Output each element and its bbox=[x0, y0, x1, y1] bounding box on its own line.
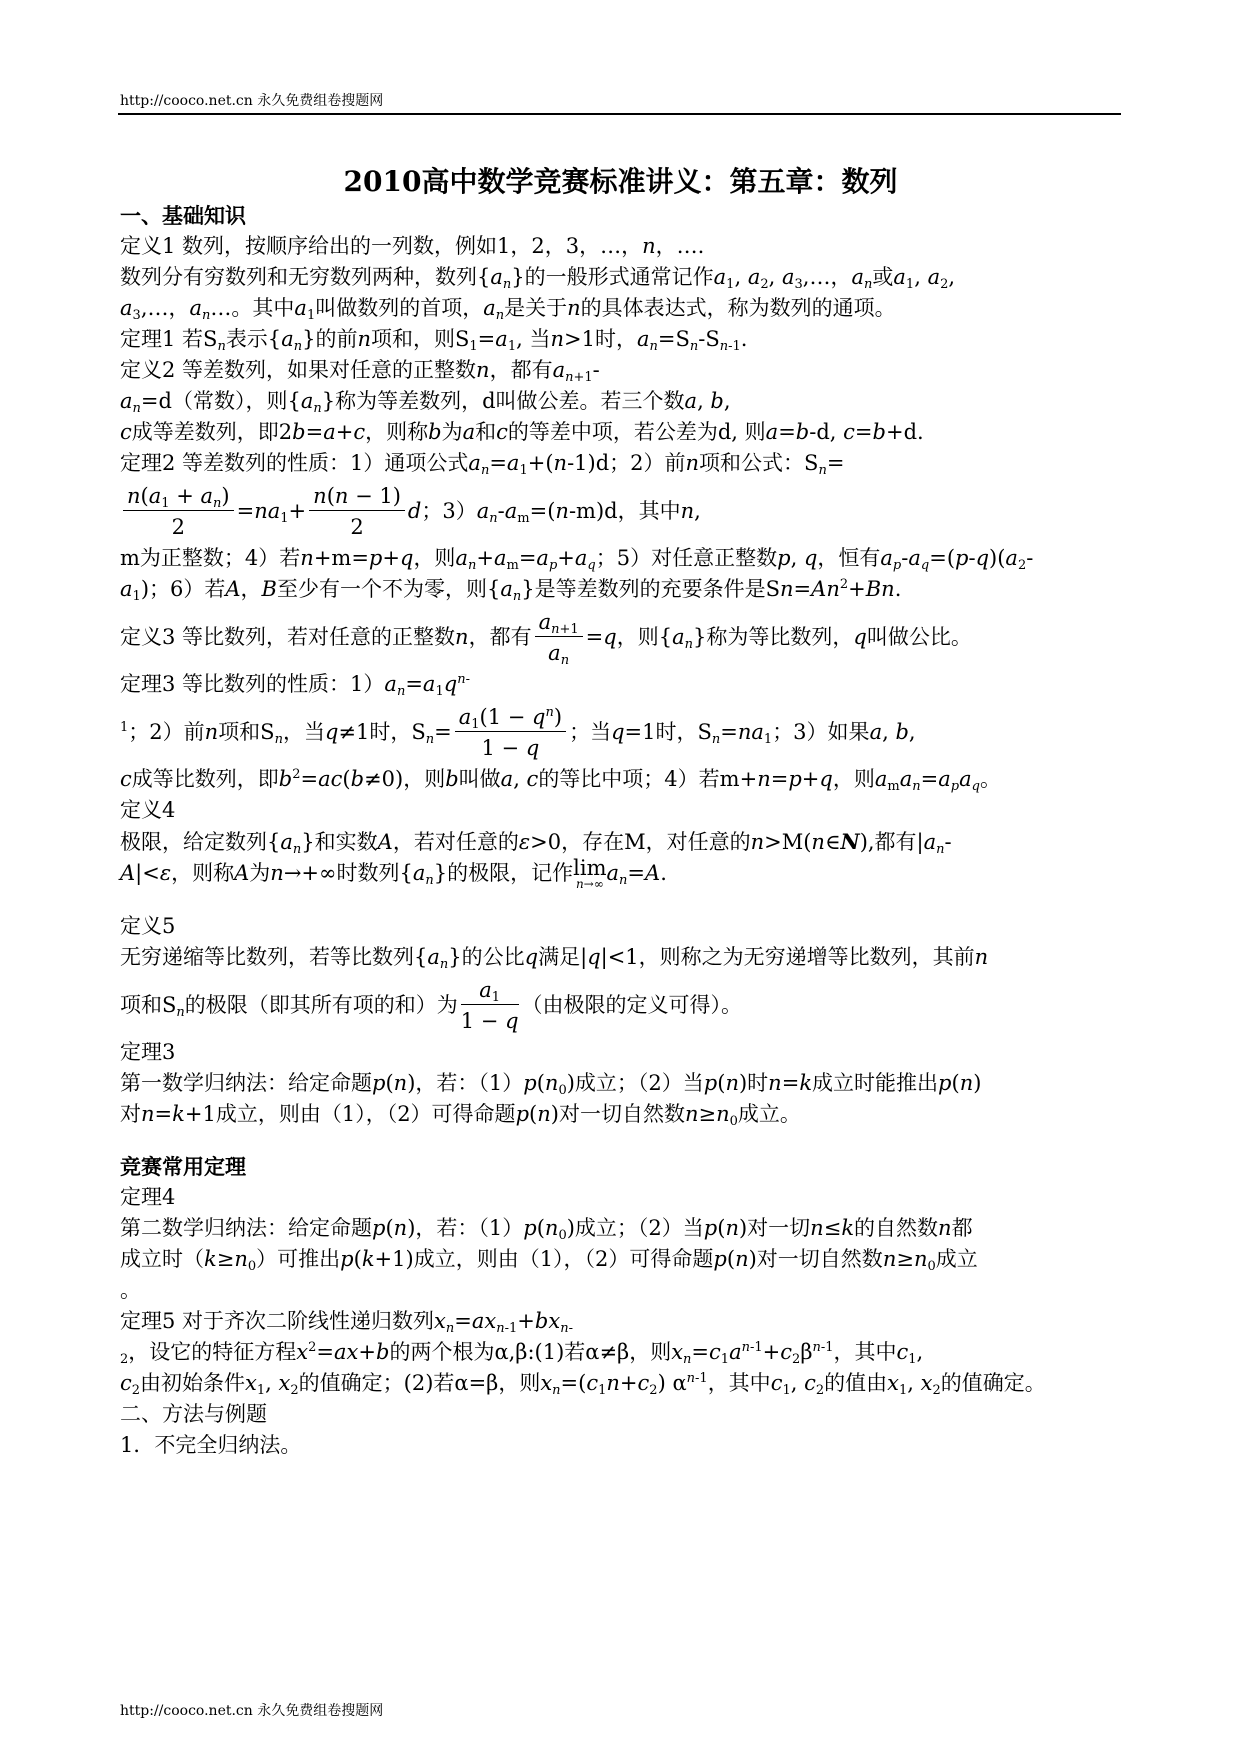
induction-2-end: 。 bbox=[120, 1278, 141, 1302]
theorem-3b-label: 定理3 bbox=[120, 1040, 176, 1064]
theorem-2-formula: $\frac{n(a_1 + a_n)}{2}$ $=na_1+$ $\frac{n(n - 1)}{2}$ d；$3)a_n-a_m=(n-m)d$，其中n, bbox=[120, 479, 1120, 543]
definition-2-text: $a_n=d$（常数），则$\{a_n\}$称为等差数列，d叫做公差。若三个数a, b, bbox=[120, 389, 731, 416]
theorem-5-text: $_2$，设它的特征方程$x^2=ax+b$的两个根为α,β:(1)若α≠β，则$x_n=c_1a^{n-1}+c_2\beta^{n-1}$，其中$c_1$, bbox=[120, 1340, 924, 1367]
sum-fraction-1: $\frac{n(a_1 + a_n)}{2}$ bbox=[123, 484, 234, 541]
method-1: 1．不完全归纳法。 bbox=[120, 1433, 302, 1457]
infinite-sum-fraction: $\frac{a_1}{1 - q}$ bbox=[460, 978, 519, 1033]
limit-notation: lim n→∞ bbox=[573, 856, 607, 891]
definition-2-text-cont: c成等差数列，即2b=a+c，则称b为a和c的等差中项，若公差为d, 则a=b-d, c=b+d. bbox=[120, 420, 924, 444]
definition-4-text: 极限，给定数列$\{a_n\}$和实数A，若对任意的ε>0，存在M，对任意的n>M(n∈N),都有$|a_n-$ bbox=[120, 829, 952, 857]
definition-4-text-cont: A|<ε，则称A为n→+∞时数列$\{a_n\}$的极限，记作lim n→∞ $a_n=A$. bbox=[120, 856, 667, 891]
theorem-2-text-cont: $a_1$)；6）若A，B至少有一个不为零，则$\{a_n\}$是等差数列的充要条件是$Sn=An^2+Bn$. bbox=[120, 577, 902, 604]
induction-1-cont: 对n=k+1成立，则由（1），（2）可得命题p(n)对一切自然数$n\ge n_0$成立。 bbox=[120, 1102, 801, 1129]
definition-3: 定义3 等比数列，若对任意的正整数n，都有 $\frac{a_{n+1}}{a_n}$ =q，则$\{a_n\}$称为等比数列，q叫做公比。 bbox=[120, 610, 972, 668]
section-heading-basic: 一、基础知识 bbox=[120, 203, 246, 228]
definition-4-label: 定义4 bbox=[120, 798, 176, 822]
definition-1: 定义1 数列，按顺序给出的一列数，例如1，2，3，…，n，…. bbox=[120, 234, 705, 258]
definition-5-text: 无穷递缩等比数列，若等比数列$\{a_n\}$的公比q满足|q|<1，则称之为无穷递增等比数列，其前n bbox=[120, 945, 989, 972]
section-heading-methods: 二、方法与例题 bbox=[120, 1402, 267, 1426]
page-title: 2010高中数学竞赛标准讲义：第五章：数列 bbox=[343, 165, 898, 198]
theorem-1: 定理1 若$S_n$表示$\{a_n\}$的前n项和，则$S_1=a_1$, 当n>1时，$a_n=S_n-S_{n-1}$. bbox=[120, 327, 748, 354]
geometric-sum-fraction: $\frac{a_1(1 - q^n)}{1 - q}$ bbox=[455, 705, 566, 762]
theorem-3-formula: $^1$；2）前n项和$S_n$，当q≠1时，$S_n=$ $\frac{a_1(1 - q^n)}{1 - q}$ ；当q=1时，$S_n=na_1$；3）如果a, b, bbox=[120, 705, 916, 760]
document-body bbox=[120, 200, 1120, 1461]
theorem-2: 定理2 等差数列的性质：1）通项公式$a_n=a_1+(n-1)d$；2）前n项和公式：$S_n=$ bbox=[120, 451, 845, 478]
theorem-3: 定理3 等比数列的性质：$1)a_n=a_1q^{n-}$ bbox=[120, 672, 470, 699]
theorem-2-text: m为正整数；4）若n+m=p+q，则$a_n+a_m=a_p+a_q$；5）对任意正整数p, q，恒有$a_p-a_q=(p-q)(a_2-$ bbox=[120, 546, 1034, 573]
header-rule bbox=[118, 113, 1121, 115]
theorem-5-text-cont: $c_2$由初始条件$x_1$, $x_2$的值确定；(2)若α=β，则$x_n=(c_1n+c_2)$ $\alpha^{n-1}$，其中$c_1$, $c_2$的值由$x_1$, $x_2$的值确定。 bbox=[120, 1371, 1046, 1398]
sum-fraction-2: $\frac{n(n - 1)}{2}$ bbox=[309, 484, 405, 541]
definition-1-text-cont: $a_3,\dots$，$a_n\dots$。其中$a_1$叫做数列的首项，$a_n$是关于n的具体表达式，称为数列的通项。 bbox=[120, 296, 896, 323]
section-heading-contest: 竞赛常用定理 bbox=[120, 1154, 246, 1179]
ratio-fraction: $\frac{a_{n+1}}{a_n}$ bbox=[535, 610, 583, 667]
theorem-3-text: c成等比数列，即$b^2=ac(b\ne 0)$，则b叫做a, c的等比中项；4）若m+n=p+q，则$a_ma_n=a_pa_q$。 bbox=[120, 767, 1001, 794]
induction-2: 第二数学归纳法：给定命题p(n)，若：$(1)p(n_0)$成立；（2）当p(n)对一切n≤k的自然数n都 bbox=[120, 1216, 973, 1243]
definition-5-text-cont: 项和$S_n$的极限（即其所有项的和）为 $\frac{a_1}{1 - q}$ （由极限的定义可得）。 bbox=[120, 978, 743, 1033]
definition-5-label: 定义5 bbox=[120, 914, 176, 938]
definition-2: 定义2 等差数列，如果对任意的正整数n，都有$a_{n+1}-$ bbox=[120, 358, 600, 385]
induction-1: 第一数学归纳法：给定命题p(n)，若：$(1)p(n_0)$成立；（2）当p(n)时n=k成立时能推出p(n) bbox=[120, 1071, 982, 1098]
definition-1-text: 数列分有穷数列和无穷数列两种，数列$\{a_n\}$的一般形式通常记作$a_1$, $a_2$, $a_3,\dots$，$a_n$或$a_1$, $a_2$, bbox=[120, 265, 956, 292]
page-header: http://cooco.net.cn 永久免费组卷搜题网 bbox=[120, 93, 384, 109]
induction-2-cont: 成立时$(k\ge n_0)$可推出p(k+1)成立，则由（1），（2）可得命题p(n)对一切自然数$n\ge n_0$成立 bbox=[120, 1247, 978, 1274]
theorem-4-label: 定理4 bbox=[120, 1185, 176, 1209]
theorem-5: 定理5 对于齐次二阶线性递归数列$x_n=ax_{n-1}+bx_{n-}$ bbox=[120, 1309, 573, 1336]
page-footer: http://cooco.net.cn 永久免费组卷搜题网 bbox=[120, 1703, 384, 1719]
